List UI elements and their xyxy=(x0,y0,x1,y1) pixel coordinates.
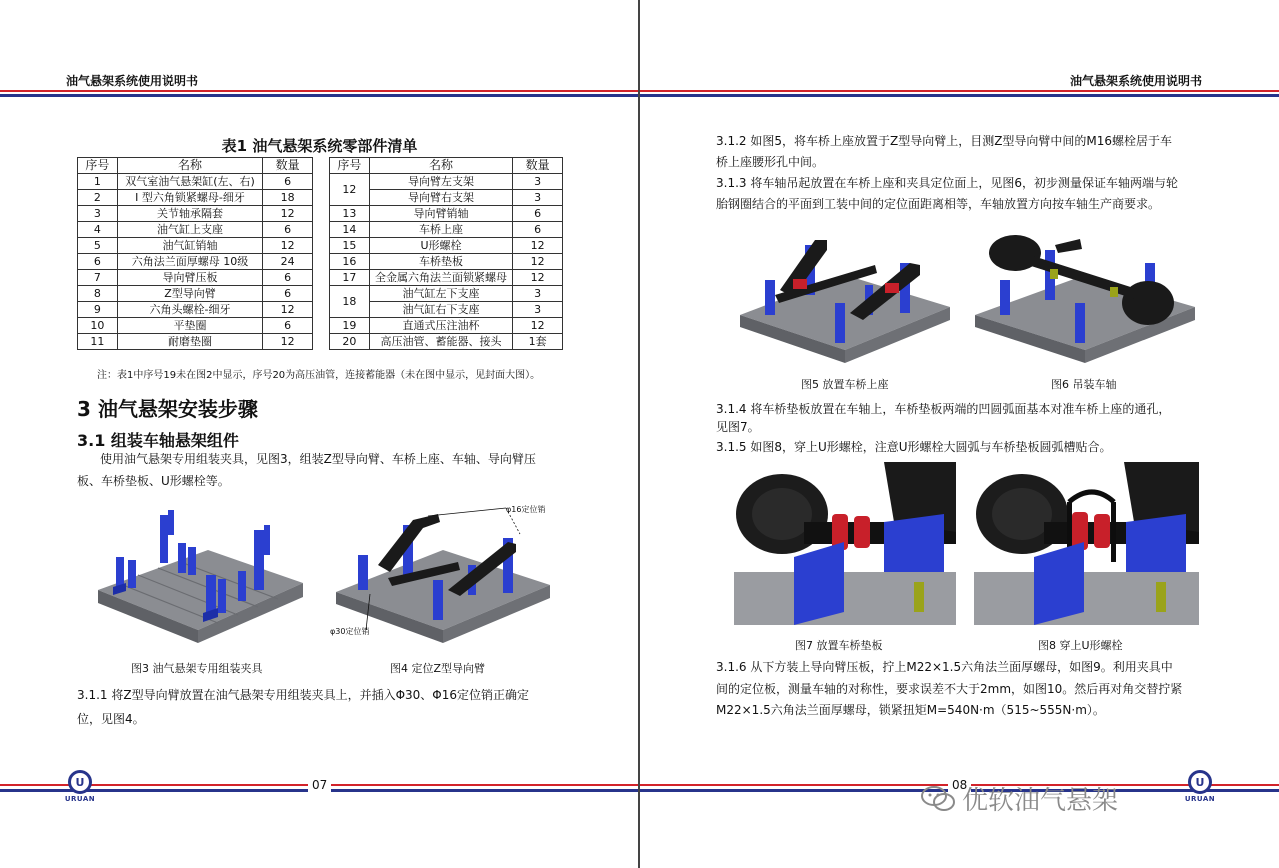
cell-qty: 6 xyxy=(513,206,563,222)
intro-para-line2: 板、车桥垫板、U形螺栓等。 xyxy=(77,474,230,488)
cell-qty: 12 xyxy=(263,334,313,350)
cell-no: 5 xyxy=(78,238,118,254)
figure-8-caption: 图8 穿上U形螺栓 xyxy=(1038,639,1123,652)
figure-4-caption: 图4 定位Z型导向臂 xyxy=(390,662,486,675)
page-number-left: 07 xyxy=(308,778,331,792)
figure-6-axle-hoist xyxy=(970,225,1200,365)
cell-no: 16 xyxy=(330,254,370,270)
cell-qty: 18 xyxy=(263,190,313,206)
cell-no: 8 xyxy=(78,286,118,302)
table-row xyxy=(330,238,563,254)
cell-no: 17 xyxy=(330,270,370,286)
cell-no: 4 xyxy=(78,222,118,238)
cell-qty: 3 xyxy=(513,190,563,206)
cell-name: 高压油管、蓄能器、接头 xyxy=(369,334,512,350)
table-row xyxy=(330,254,563,270)
table-row xyxy=(330,334,563,350)
cell-name: 车桥垫板 xyxy=(369,254,512,270)
table-row xyxy=(78,334,313,350)
cell-qty: 1套 xyxy=(513,334,563,350)
table-row xyxy=(78,254,313,270)
parts-table-right-body xyxy=(330,174,563,350)
cell-name: 全金属六角法兰面锁紧螺母 xyxy=(369,270,512,286)
wechat-icon xyxy=(920,784,956,814)
cell-name: 导向臂压板 xyxy=(117,270,262,286)
table-note: 注：表1中序号19未在图2中显示，序号20为高压油管，连接蓄能器（未在图中显示，见封面大图）。 xyxy=(97,370,541,381)
cell-no: 14 xyxy=(330,222,370,238)
para-3-1-1-line1: 3.1.1 将Z型导向臂放置在油气悬架专用组装夹具上，并插入Φ30、Φ16定位销正确定 xyxy=(77,688,530,702)
table-row xyxy=(78,318,313,334)
cell-name: 导向臂左支架 xyxy=(369,174,512,190)
page-number-right: 08 xyxy=(948,778,971,792)
fig4-label-phi16: φ16定位销 xyxy=(506,505,546,514)
right-page xyxy=(640,0,1279,868)
running-title: 油气悬架系统使用说明书 xyxy=(66,74,199,88)
para-3-1-4-line1: 3.1.4 将车桥垫板放置在车轴上，车桥垫板两端的凹圆弧面基本对准车桥上座的通孔， xyxy=(716,402,1171,416)
col-header-name: 名称 xyxy=(117,158,262,174)
cell-no: 19 xyxy=(330,318,370,334)
left-page xyxy=(0,0,639,868)
intro-para-line1: 使用油气悬架专用组装夹具，见图3，组装Z型导向臂、车桥上座、车轴、导向臂压 xyxy=(100,452,536,466)
table-row xyxy=(330,222,563,238)
cell-qty: 6 xyxy=(263,174,313,190)
table-title: 表1 油气悬架系统零部件清单 xyxy=(221,137,418,155)
figure-3-fixture xyxy=(88,505,310,650)
cell-no: 10 xyxy=(78,318,118,334)
cell-name: 耐磨垫圈 xyxy=(117,334,262,350)
cell-no: 18 xyxy=(330,286,370,318)
running-title: 油气悬架系统使用说明书 xyxy=(1070,74,1203,88)
table-row xyxy=(78,190,313,206)
logo-text: URUAN xyxy=(1184,795,1216,803)
table-row xyxy=(330,206,563,222)
cell-qty: 12 xyxy=(263,238,313,254)
parts-table-right xyxy=(329,157,563,350)
cell-name: 直通式压注油杯 xyxy=(369,318,512,334)
figure-8-u-bolt xyxy=(974,462,1199,625)
logo-icon: U xyxy=(68,770,92,794)
cell-name: 六角头螺栓-细牙 xyxy=(117,302,262,318)
cell-no: 2 xyxy=(78,190,118,206)
cell-qty: 6 xyxy=(263,318,313,334)
cell-name: 车桥上座 xyxy=(369,222,512,238)
para-3-1-2-line2: 桥上座腰形孔中间。 xyxy=(716,155,825,169)
figure-7-caption: 图7 放置车桥垫板 xyxy=(795,639,883,652)
figure-6-caption: 图6 吊装车轴 xyxy=(1051,378,1117,391)
cell-name: 导向臂右支架 xyxy=(369,190,512,206)
para-3-1-1-line2: 位，见图4。 xyxy=(77,712,145,726)
cell-name: 平垫圈 xyxy=(117,318,262,334)
figure-3-caption: 图3 油气悬架专用组装夹具 xyxy=(131,662,263,675)
cell-no: 9 xyxy=(78,302,118,318)
fig4-label-phi30: φ30定位销 xyxy=(330,627,370,636)
cell-qty: 3 xyxy=(513,302,563,318)
cell-qty: 3 xyxy=(513,286,563,302)
cell-no: 1 xyxy=(78,174,118,190)
company-logo xyxy=(1180,770,1220,803)
figure-4-z-arm xyxy=(328,500,568,648)
cell-no: 12 xyxy=(330,174,370,206)
cell-no: 3 xyxy=(78,206,118,222)
figure-5-axle-seat xyxy=(735,225,955,365)
company-logo xyxy=(60,770,100,803)
para-3-1-3-line1: 3.1.3 将车轴吊起放置在车桥上座和夹具定位面上，见图6，初步测量保证车轴两端与轮 xyxy=(716,176,1178,190)
col-header-qty: 数量 xyxy=(513,158,563,174)
parts-table-left-body xyxy=(78,174,313,350)
table-row xyxy=(330,318,563,334)
cell-qty: 12 xyxy=(263,206,313,222)
cell-no: 11 xyxy=(78,334,118,350)
cell-qty: 12 xyxy=(513,270,563,286)
table-row xyxy=(78,302,313,318)
cell-qty: 6 xyxy=(513,222,563,238)
header-rule xyxy=(0,90,639,100)
figure-5-caption: 图5 放置车桥上座 xyxy=(801,378,889,391)
col-header-name: 名称 xyxy=(369,158,512,174)
logo-text: URUAN xyxy=(64,795,96,803)
parts-table-left xyxy=(77,157,313,350)
col-header-qty: 数量 xyxy=(263,158,313,174)
cell-name: I 型六角锁紧螺母-细牙 xyxy=(117,190,262,206)
cell-qty: 24 xyxy=(263,254,313,270)
watermark xyxy=(920,780,1118,817)
cell-qty: 6 xyxy=(263,270,313,286)
cell-no: 7 xyxy=(78,270,118,286)
watermark-text: 优软油气悬架 xyxy=(962,786,1119,816)
cell-no: 13 xyxy=(330,206,370,222)
table-row xyxy=(330,286,563,302)
para-3-1-6-line2: 间的定位板，测量车轴的对称性，要求误差不大于2mm，如图10。然后再对角交替拧紧 xyxy=(716,682,1183,696)
cell-qty: 12 xyxy=(513,318,563,334)
table-row xyxy=(78,238,313,254)
cell-no: 15 xyxy=(330,238,370,254)
header-rule xyxy=(640,90,1279,100)
para-3-1-2-line1: 3.1.2 如图5，将车桥上座放置于Z型导向臂上，目测Z型导向臂中间的M16螺栓居于车 xyxy=(716,134,1173,148)
cell-qty: 6 xyxy=(263,286,313,302)
table-row xyxy=(78,270,313,286)
cell-name: 关节轴承隔套 xyxy=(117,206,262,222)
cell-qty: 12 xyxy=(513,238,563,254)
cell-name: Z型导向臂 xyxy=(117,286,262,302)
cell-qty: 12 xyxy=(513,254,563,270)
cell-name: U形螺栓 xyxy=(369,238,512,254)
subsection-heading: 3.1 组装车轴悬架组件 xyxy=(77,431,239,450)
para-3-1-5: 3.1.5 如图8，穿上U形螺栓，注意U形螺栓大圆弧与车桥垫板圆弧槽贴合。 xyxy=(716,440,1112,454)
table-row xyxy=(78,222,313,238)
cell-no: 6 xyxy=(78,254,118,270)
cell-name: 油气缸上支座 xyxy=(117,222,262,238)
figure-7-axle-pad xyxy=(734,462,956,625)
cell-name: 六角法兰面厚螺母 10级 xyxy=(117,254,262,270)
cell-no: 20 xyxy=(330,334,370,350)
para-3-1-6-line3: M22×1.5六角法兰面厚螺母，锁紧扭矩M=540N·m（515~555N·m）。 xyxy=(716,703,1105,717)
cell-name: 油气缸右下支座 xyxy=(369,302,512,318)
cell-name: 油气缸销轴 xyxy=(117,238,262,254)
col-header-no: 序号 xyxy=(78,158,118,174)
cell-qty: 12 xyxy=(263,302,313,318)
para-3-1-3-line2: 胎钢圈结合的平面到工装中间的定位面距离相等，车轴放置方向按车轴生产商要求。 xyxy=(716,197,1161,211)
section-heading: 3 油气悬架安装步骤 xyxy=(77,397,258,421)
cell-qty: 6 xyxy=(263,222,313,238)
logo-icon: U xyxy=(1188,770,1212,794)
cell-name: 导向臂销轴 xyxy=(369,206,512,222)
para-3-1-6-line1: 3.1.6 从下方装上导向臂压板，拧上M22×1.5六角法兰面厚螺母，如图9。利用夹具中 xyxy=(716,660,1173,674)
table-row xyxy=(330,270,563,286)
col-header-no: 序号 xyxy=(330,158,370,174)
table-row xyxy=(78,206,313,222)
cell-qty: 3 xyxy=(513,174,563,190)
cell-name: 油气缸左下支座 xyxy=(369,286,512,302)
table-row xyxy=(330,174,563,190)
table-row xyxy=(78,174,313,190)
para-3-1-4-line2: 见图7。 xyxy=(716,420,760,434)
cell-name: 双气室油气悬架缸(左、右) xyxy=(117,174,262,190)
table-row xyxy=(78,286,313,302)
